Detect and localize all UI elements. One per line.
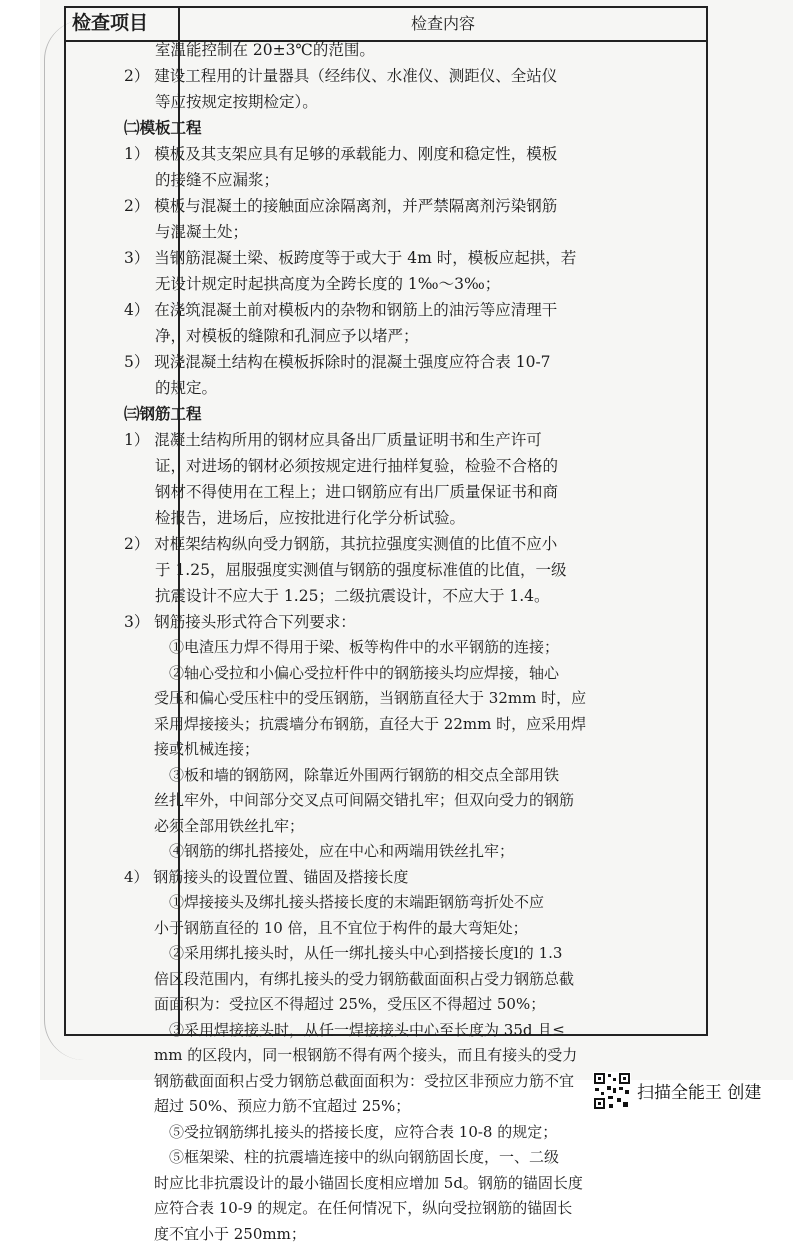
content-line: 时应比非抗震设计的最小锚固长度相应增加 5d。钢筋的锚固长度 bbox=[124, 1171, 600, 1197]
content-line: 3） 钢筋接头形式符合下列要求： bbox=[124, 609, 600, 635]
content-line: 抗震设计不应大于 1.25；二级抗震设计，不应大于 1.4。 bbox=[124, 583, 600, 609]
content-line: 室温能控制在 20±3℃的范围。 bbox=[124, 37, 600, 63]
content-line: 证，对进场的钢材必须按规定进行抽样复验，检验不合格的 bbox=[124, 453, 600, 479]
content-line: 于 1.25，屈服强度实测值与钢筋的强度标准值的比值，一级 bbox=[124, 557, 600, 583]
header-inspection-item: 检查项目 bbox=[66, 8, 180, 40]
content-line: 面面积为：受拉区不得超过 25%，受压区不得超过 50%； bbox=[124, 992, 600, 1018]
content-line: 采用焊接接头；抗震墙分布钢筋，直径大于 22mm 时，应采用焊 bbox=[124, 712, 600, 738]
qr-code-icon bbox=[593, 1072, 631, 1110]
content-line: 1） 模板及其支架应具有足够的承载能力、刚度和稳定性，模板 bbox=[124, 141, 600, 167]
content-line: 的规定。 bbox=[124, 375, 600, 401]
content-line: ⑤框架梁、柱的抗震墙连接中的纵向钢筋固长度，一、二级 bbox=[124, 1145, 600, 1171]
content-line: 小于钢筋直径的 10 倍，且不宜位于构件的最大弯矩处； bbox=[124, 916, 600, 942]
inspection-content-body bbox=[124, 37, 600, 1247]
content-line: 2） 模板与混凝土的接触面应涂隔离剂，并严禁隔离剂污染钢筋 bbox=[124, 193, 600, 219]
content-line: ①焊接接头及绑扎接头搭接长度的末端距钢筋弯折处不应 bbox=[124, 890, 600, 916]
content-line: 接或机械连接； bbox=[124, 737, 600, 763]
content-line: ①电渣压力焊不得用于梁、板等构件中的水平钢筋的连接； bbox=[124, 635, 600, 661]
content-line: 度不宜小于 250mm； bbox=[124, 1222, 600, 1247]
content-line: ㈡模板工程 bbox=[124, 115, 600, 141]
scanner-brand-text: 扫描全能王 创建 bbox=[637, 1078, 761, 1103]
content-line: 倍区段范围内，有绑扎接头的受力钢筋截面面积占受力钢筋总截 bbox=[124, 967, 600, 993]
content-line: ㈢钢筋工程 bbox=[124, 401, 600, 427]
content-line: 2） 对框架结构纵向受力钢筋，其抗拉强度实测值的比值不应小 bbox=[124, 531, 600, 557]
content-line: 4） 钢筋接头的设置位置、锚固及搭接长度 bbox=[124, 865, 600, 891]
content-line: ③采用焊接接头时，从任一焊接接头中心至长度为 35d 且≤ bbox=[124, 1018, 600, 1044]
content-line: 钢材不得使用在工程上；进口钢筋应有出厂质量保证书和商 bbox=[124, 479, 600, 505]
content-line: 超过 50%、预应力筋不宜超过 25%； bbox=[124, 1094, 600, 1120]
content-line: ⑤受拉钢筋绑扎接头的搭接长度，应符合表 10-8 的规定； bbox=[124, 1120, 600, 1146]
content-line: 的接缝不应漏浆； bbox=[124, 167, 600, 193]
content-line: 钢筋截面面积占受力钢筋总截面面积为：受拉区非预应力筋不宜 bbox=[124, 1069, 600, 1095]
content-line: ④钢筋的绑扎搭接处，应在中心和两端用铁丝扎牢； bbox=[124, 839, 600, 865]
content-line: 净，对模板的缝隙和孔洞应予以堵严； bbox=[124, 323, 600, 349]
content-line: 5） 现浇混凝土结构在模板拆除时的混凝土强度应符合表 10-7 bbox=[124, 349, 600, 375]
content-line: 应符合表 10-9 的规定。在任何情况下，纵向受拉钢筋的锚固长 bbox=[124, 1196, 600, 1222]
content-line: 2） 建设工程用的计量器具（经纬仪、水准仪、测距仪、全站仪 bbox=[124, 63, 600, 89]
header-inspection-content: 检查内容 bbox=[180, 8, 706, 40]
content-line: 受压和偏心受压柱中的受压钢筋，当钢筋直径大于 32mm 时，应 bbox=[124, 686, 600, 712]
content-line: 检报告，进场后，应按批进行化学分析试验。 bbox=[124, 505, 600, 531]
content-line: 与混凝土处； bbox=[124, 219, 600, 245]
content-line: 必须全部用铁丝扎牢； bbox=[124, 814, 600, 840]
content-line: ③板和墙的钢筋网，除靠近外围两行钢筋的相交点全部用铁 bbox=[124, 763, 600, 789]
content-line: ②轴心受拉和小偏心受拉杆件中的钢筋接头均应焊接，轴心 bbox=[124, 661, 600, 687]
content-line: 丝扎牢外，中间部分交叉点可间隔交错扎牢；但双向受力的钢筋 bbox=[124, 788, 600, 814]
content-line: 1） 混凝土结构所用的钢材应具备出厂质量证明书和生产许可 bbox=[124, 427, 600, 453]
content-line: 等应按规定按期检定）。 bbox=[124, 89, 600, 115]
content-line: mm 的区段内，同一根钢筋不得有两个接头，而且有接头的受力 bbox=[124, 1043, 600, 1069]
content-line: 4） 在浇筑混凝土前对模板内的杂物和钢筋上的油污等应清理干 bbox=[124, 297, 600, 323]
content-line: 无设计规定时起拱高度为全跨长度的 1‰～3‰； bbox=[124, 271, 600, 297]
content-line: ②采用绑扎接头时，从任一绑扎接头中心到搭接长度l的 1.3 bbox=[124, 941, 600, 967]
content-line: 3） 当钢筋混凝土梁、板跨度等于或大于 4m 时，模板应起拱，若 bbox=[124, 245, 600, 271]
